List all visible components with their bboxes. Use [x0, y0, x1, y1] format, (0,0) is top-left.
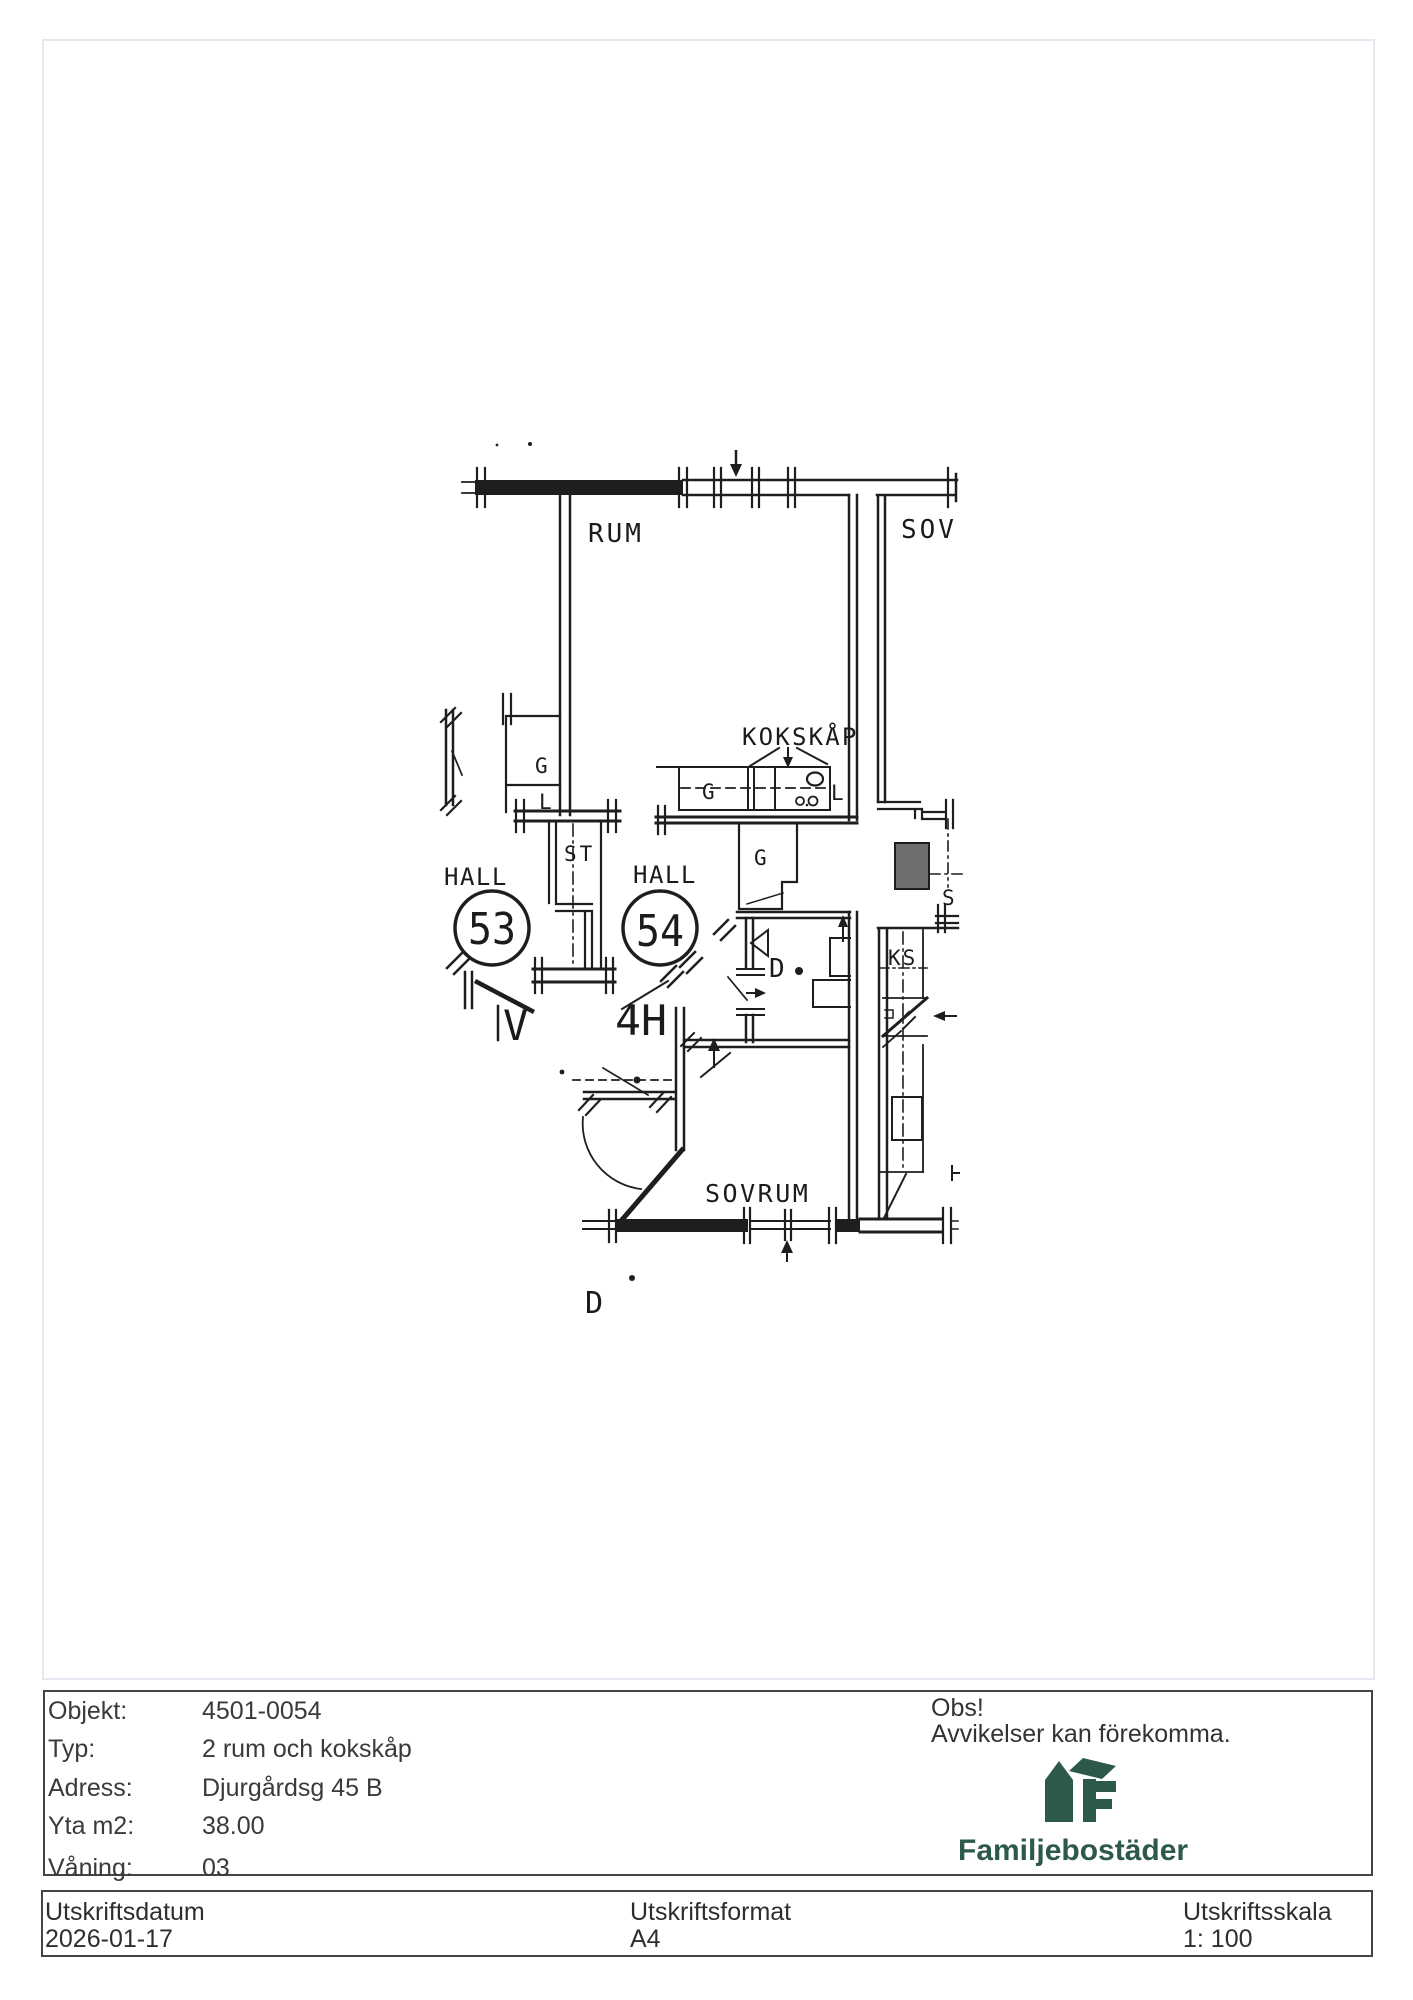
print-format-label: Utskriftsformat — [630, 1898, 792, 1926]
stair-label-4h: 4H — [615, 996, 667, 1045]
brand-wordmark: Familjebostäder — [958, 1834, 1189, 1867]
label-kokskap: KOKSKÅP — [742, 723, 859, 751]
row-value: 38.00 — [202, 1812, 265, 1840]
print-scale-value: 1: 100 — [1183, 1925, 1253, 1953]
row-value: Djurgårdsg 45 B — [202, 1774, 383, 1802]
print-format-column — [630, 1899, 791, 1953]
closet-label-l-53: L — [539, 790, 552, 814]
kitchen-label-l: L — [831, 781, 844, 805]
print-scale-column — [1183, 1899, 1332, 1953]
row-value: 03 — [202, 1854, 230, 1882]
table-row — [48, 1735, 412, 1764]
familjebostader-logo-icon — [1042, 1756, 1117, 1829]
closet-label-s: S — [942, 886, 955, 910]
kitchen-label-g: G — [702, 780, 715, 804]
apartment-number-53: 53 — [468, 904, 516, 955]
stair-label-v: V — [503, 1001, 529, 1050]
door-label-d: D — [769, 954, 785, 984]
row-label: Våning: — [48, 1854, 133, 1882]
room-label-sovrum: SOVRUM — [705, 1179, 811, 1208]
plan-walls — [441, 442, 962, 1281]
ks-arrow-left-icon — [933, 1011, 957, 1021]
row-label: Yta m2: — [48, 1812, 135, 1840]
closet-label-g-54: G — [754, 846, 767, 870]
row-value: 4501-0054 — [202, 1697, 322, 1725]
table-row — [48, 1854, 230, 1883]
row-label: Typ: — [48, 1735, 96, 1763]
table-row — [48, 1774, 383, 1803]
entry-arrow-down-icon — [730, 450, 742, 477]
sovrum-arrow-up-icon — [781, 1240, 793, 1262]
stray-label-d: D — [585, 1286, 604, 1321]
notice-title: Obs! — [931, 1694, 984, 1722]
row-value: 2 rum och kokskåp — [202, 1735, 412, 1763]
shaft-label-ks: KS — [888, 946, 918, 970]
table-row — [48, 1812, 265, 1841]
print-format-value: A4 — [630, 1925, 661, 1953]
closet-label-st: ST — [564, 842, 596, 866]
print-date-label: Utskriftsdatum — [45, 1898, 205, 1926]
apartment-number-54: 54 — [636, 906, 684, 957]
row-label: Objekt: — [48, 1697, 128, 1725]
disclaimer-note — [931, 1695, 1231, 1747]
table-row — [48, 1697, 322, 1726]
print-info-bar — [41, 1890, 1373, 1957]
closet-label-g-53: G — [535, 754, 548, 778]
print-scale-label: Utskriftsskala — [1183, 1898, 1332, 1926]
room-label-sov: SOV — [901, 515, 957, 545]
notice-text: Avvikelser kan förekomma. — [931, 1720, 1231, 1748]
room-label-rum: RUM — [588, 519, 644, 549]
room-label-hall-54: HALL — [633, 861, 697, 889]
row-label: Adress: — [48, 1774, 133, 1802]
print-date-column — [45, 1899, 205, 1953]
bathroom-arrow-right-icon — [746, 988, 766, 998]
print-date-value: 2026-01-17 — [45, 1925, 173, 1953]
room-label-hall-53: HALL — [444, 863, 508, 891]
